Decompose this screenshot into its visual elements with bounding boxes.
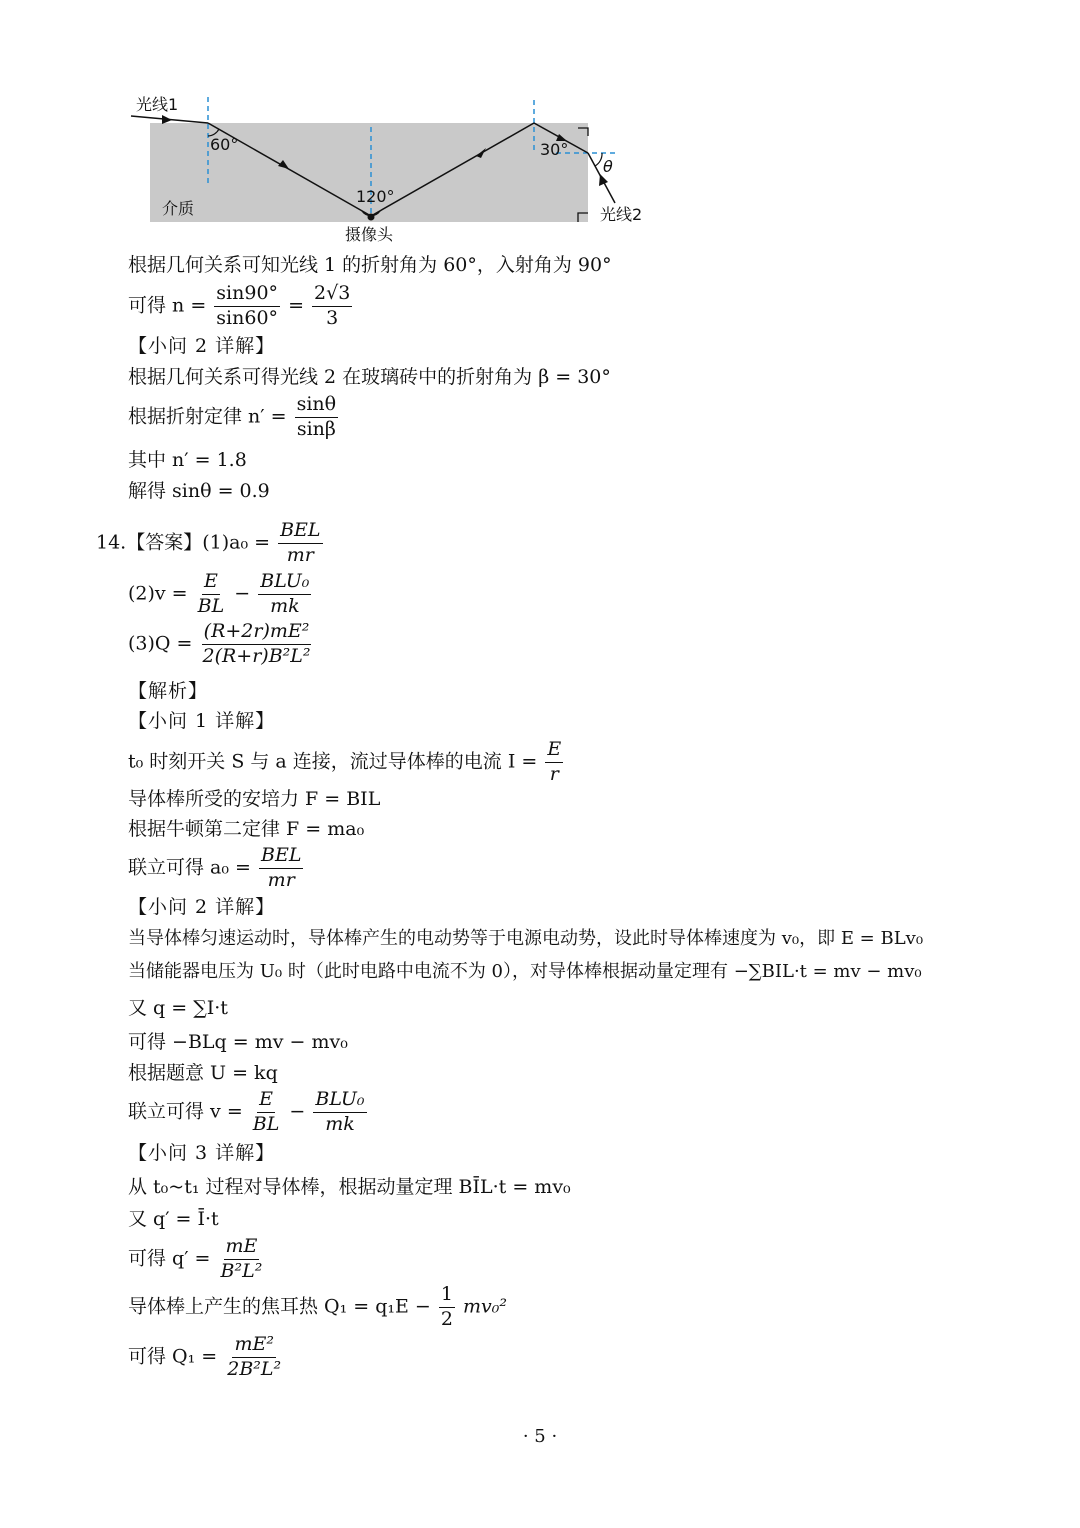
ray1-arrow xyxy=(162,115,172,124)
denominator: 2(R+r)B²L² xyxy=(202,644,311,667)
angle-60-label: 60° xyxy=(210,135,239,154)
text-line: 导体棒所受的安培力 F = BIL xyxy=(128,788,381,810)
denominator: BL xyxy=(197,594,225,617)
formula-prefix: t₀ 时刻开关 S 与 a 连接，流过导体棒的电流 I = xyxy=(128,750,538,773)
denominator: 2B²L² xyxy=(227,1357,282,1380)
formula-prefix: 可得 n = xyxy=(128,294,207,317)
numerator: 1 xyxy=(439,1285,455,1308)
medium-label: 介质 xyxy=(162,199,195,218)
numerator: sinθ xyxy=(295,395,339,418)
formula-prefix: (3)Q = xyxy=(128,632,193,655)
q14-answer-3 xyxy=(128,622,315,667)
text-line: 又 q′ = Ī·t xyxy=(128,1208,219,1230)
numerator: 2√3 xyxy=(312,284,352,307)
formula-prefix: 联立可得 v = xyxy=(128,1100,243,1123)
denominator: mr xyxy=(286,543,314,566)
fraction xyxy=(278,521,322,566)
denominator: B²L² xyxy=(220,1259,263,1282)
formula-line xyxy=(128,1285,507,1330)
text-line: 又 q = ∑I·t xyxy=(128,997,228,1019)
formula-prefix: 导体棒上产生的焦耳热 Q₁ = q₁E − xyxy=(128,1295,431,1318)
formula-prefix: 根据折射定律 n′ = xyxy=(128,405,287,428)
fraction xyxy=(545,740,563,785)
numerator: E xyxy=(257,1090,275,1113)
denominator: 2 xyxy=(440,1307,453,1330)
fraction xyxy=(258,572,311,617)
ray2-label: 光线2 xyxy=(600,205,643,224)
denominator: sinβ xyxy=(296,417,336,440)
camera-label: 摄像头 xyxy=(345,225,394,244)
fraction xyxy=(201,622,313,667)
numerator: BLU₀ xyxy=(313,1090,366,1113)
fraction xyxy=(295,395,339,440)
section-header: 【小问 1 详解】 xyxy=(128,710,276,732)
text-line: 当储能器电压为 U₀ 时（此时电路中电流不为 0），对导体棒根据动量定理有 −∑BIL·t = mv − mv₀ xyxy=(128,961,922,982)
formula-line xyxy=(128,1237,266,1282)
text-line: 从 t₀~t₁ 过程对导体棒，根据动量定理 BĪL·t = mv₀ xyxy=(128,1176,571,1198)
denominator: BL xyxy=(252,1112,280,1135)
text-line: 当导体棒匀速运动时，导体棒产生的电动势等于电源电动势，设此时导体棒速度为 v₀，即 E = BLv₀ xyxy=(128,928,924,949)
optics-diagram xyxy=(128,92,668,252)
formula-tail: mv₀² xyxy=(463,1295,508,1318)
section-header: 【小问 2 详解】 xyxy=(128,335,276,357)
fraction xyxy=(313,1090,366,1135)
fraction xyxy=(439,1285,455,1330)
denominator: sin60° xyxy=(216,306,279,329)
text-line: 其中 n′ = 1.8 xyxy=(128,449,247,471)
question-label: 14.【答案】(1)a₀ = xyxy=(96,531,271,554)
q14-answer-2: (2)v = $\frac{E}{BL}$ − $\frac{\text{BLU₀}}{mk}$ xyxy=(128,570,310,617)
section-header: 【小问 2 详解】 xyxy=(128,896,276,918)
text-line: 根据几何关系可得光线 2 在玻璃砖中的折射角为 β = 30° xyxy=(128,366,611,388)
formula-line xyxy=(128,395,340,440)
formula-prefix: 可得 q′ = xyxy=(128,1247,211,1270)
numerator: sin90° xyxy=(214,284,280,307)
text-line: 解得 sinθ = 0.9 xyxy=(128,480,270,502)
formula-line: 可得 n = $\frac{\sin 90^\circ}{\sin 60^\circ}$ = $\frac{2√3}{3}$ xyxy=(128,282,351,329)
section-header: 【解析】 xyxy=(128,680,209,702)
numerator: BEL xyxy=(278,521,322,544)
fraction xyxy=(214,284,280,329)
numerator: BEL xyxy=(259,846,303,869)
angle-theta-label: θ xyxy=(603,157,613,176)
angle-30-label: 30° xyxy=(540,140,569,159)
fraction xyxy=(259,846,303,891)
page-number: · 5 · xyxy=(522,1426,558,1447)
formula-line xyxy=(128,846,305,891)
numerator: E xyxy=(545,740,563,763)
fraction xyxy=(251,1090,282,1135)
numerator: (R+2r)mE² xyxy=(202,622,312,645)
formula-line xyxy=(128,740,565,785)
fraction xyxy=(225,1335,283,1380)
camera-dot xyxy=(368,214,375,221)
denominator: mr xyxy=(267,868,295,891)
numerator: E xyxy=(202,572,220,595)
formula-line: 联立可得 v = $\frac{E}{BL}$ − $\frac{\text{BLU₀}}{mk}$ xyxy=(128,1088,365,1135)
text-line: 可得 −BLq = mv − mv₀ xyxy=(128,1031,348,1053)
formula-prefix: 可得 Q₁ = xyxy=(128,1345,218,1368)
numerator: BLU₀ xyxy=(258,572,311,595)
formula-line xyxy=(128,1335,285,1380)
text-line: 根据题意 U = kq xyxy=(128,1062,278,1084)
numerator: mE xyxy=(224,1237,260,1260)
fraction xyxy=(219,1237,265,1282)
denominator: r xyxy=(549,762,559,785)
ray1-label: 光线1 xyxy=(136,95,179,114)
angle-120-label: 120° xyxy=(356,187,395,206)
denominator: 3 xyxy=(326,306,339,329)
text-line: 根据几何关系可知光线 1 的折射角为 60°，入射角为 90° xyxy=(128,254,612,276)
denominator: mk xyxy=(270,594,300,617)
numerator: mE² xyxy=(232,1335,276,1358)
formula-prefix: (2)v = xyxy=(128,582,188,605)
formula-prefix: 联立可得 a₀ = xyxy=(128,856,251,879)
text-line: 根据牛顿第二定律 F = ma₀ xyxy=(128,818,365,840)
q14-answer-1 xyxy=(96,521,325,566)
section-header: 【小问 3 详解】 xyxy=(128,1142,276,1164)
fraction xyxy=(312,284,352,329)
fraction xyxy=(196,572,227,617)
angle-arc-theta xyxy=(595,153,602,166)
denominator: mk xyxy=(325,1112,355,1135)
